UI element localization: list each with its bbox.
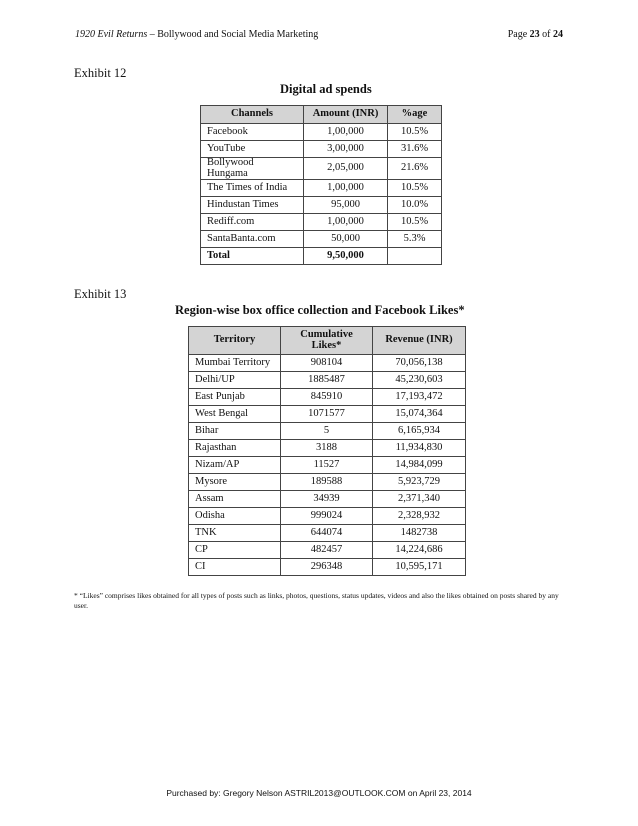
table-row — [201, 141, 442, 158]
table-row — [189, 559, 466, 576]
document-title — [75, 29, 318, 40]
table-row — [189, 389, 466, 406]
table-cell: 10.5% — [388, 124, 442, 141]
table-cell: YouTube — [201, 141, 304, 158]
table-row — [201, 180, 442, 197]
exhibit-13-label: Exhibit 13 — [74, 287, 127, 301]
table-cell: 14,224,686 — [373, 542, 466, 559]
page-number — [508, 29, 563, 40]
page-current: 23 — [529, 29, 540, 40]
table-cell: 95,000 — [304, 197, 388, 214]
table-cell: Hindustan Times — [201, 197, 304, 214]
table-cell: 31.6% — [388, 141, 442, 158]
table-cell: CP — [189, 542, 281, 559]
table-cell: 2,328,932 — [373, 508, 466, 525]
column-header: Territory — [189, 327, 281, 355]
table-cell: Rajasthan — [189, 440, 281, 457]
table-cell: TNK — [189, 525, 281, 542]
table-cell: 14,984,099 — [373, 457, 466, 474]
table-cell: Rediff.com — [201, 214, 304, 231]
table-cell: Mumbai Territory — [189, 355, 281, 372]
table-cell: 296348 — [281, 559, 373, 576]
column-header: %age — [388, 106, 442, 124]
table-cell: 21.6% — [388, 158, 442, 180]
page-total: 24 — [553, 29, 563, 40]
table-row — [189, 542, 466, 559]
table-cell: 10.0% — [388, 197, 442, 214]
table-cell: 1,00,000 — [304, 180, 388, 197]
table-cell: 10.5% — [388, 214, 442, 231]
table-cell: 1071577 — [281, 406, 373, 423]
table-cell: East Punjab — [189, 389, 281, 406]
table-cell: West Bengal — [189, 406, 281, 423]
table-cell: Bihar — [189, 423, 281, 440]
table-row — [201, 197, 442, 214]
table-cell: 845910 — [281, 389, 373, 406]
table-row — [189, 457, 466, 474]
table-cell: 1482738 — [373, 525, 466, 542]
table-cell: 5,923,729 — [373, 474, 466, 491]
page-of: of — [539, 29, 553, 40]
table-row — [201, 124, 442, 141]
table-cell: 70,056,138 — [373, 355, 466, 372]
document-title-italic: 1920 Evil Returns — [75, 29, 148, 40]
table-row — [201, 158, 442, 180]
purchase-notice: Purchased by: Gregory Nelson ASTRIL2013@OUTLOOK.COM on April 23, 2014 — [166, 788, 472, 798]
table-row — [189, 491, 466, 508]
table-cell: 2,371,340 — [373, 491, 466, 508]
column-header: Channels — [201, 106, 304, 124]
exhibit-12-label: Exhibit 12 — [74, 66, 127, 80]
table-cell: 11527 — [281, 457, 373, 474]
total-cell: Total — [201, 248, 304, 265]
column-header: Cumulative Likes* — [281, 327, 373, 355]
table-cell: 10.5% — [388, 180, 442, 197]
table-cell: 189588 — [281, 474, 373, 491]
column-header: Revenue (INR) — [373, 327, 466, 355]
table-cell: SantaBanta.com — [201, 231, 304, 248]
table-row — [201, 214, 442, 231]
table-cell: Mysore — [189, 474, 281, 491]
table-cell: Odisha — [189, 508, 281, 525]
box-office-likes-table — [188, 326, 466, 576]
digital-ad-spends-table — [200, 105, 442, 265]
table-cell: 3,00,000 — [304, 141, 388, 158]
table-cell: 3188 — [281, 440, 373, 457]
table-cell: 999024 — [281, 508, 373, 525]
table-cell: 5.3% — [388, 231, 442, 248]
table-cell: 482457 — [281, 542, 373, 559]
table-row — [201, 231, 442, 248]
table-cell: Assam — [189, 491, 281, 508]
table-cell: Facebook — [201, 124, 304, 141]
table-cell: 1,00,000 — [304, 124, 388, 141]
table-cell: 6,165,934 — [373, 423, 466, 440]
table-cell: 17,193,472 — [373, 389, 466, 406]
page-prefix: Page — [507, 29, 530, 40]
table-row — [189, 372, 466, 389]
table-cell: CI — [189, 559, 281, 576]
table-row — [189, 355, 466, 372]
table-header-row — [189, 327, 466, 355]
table-row — [189, 525, 466, 542]
exhibit-13-caption: Region-wise box office collection and Facebook Likes* — [175, 303, 465, 317]
table-cell: 1885487 — [281, 372, 373, 389]
table-cell: Bollywood Hungama — [201, 158, 304, 180]
table-cell: 45,230,603 — [373, 372, 466, 389]
table-cell: 15,074,364 — [373, 406, 466, 423]
table-cell: 10,595,171 — [373, 559, 466, 576]
table-cell: 11,934,830 — [373, 440, 466, 457]
column-header: Amount (INR) — [304, 106, 388, 124]
document-title-rest: – Bollywood and Social Media Marketing — [147, 29, 319, 40]
table-header-row — [201, 106, 442, 124]
page-header — [75, 29, 563, 43]
table-cell: Delhi/UP — [189, 372, 281, 389]
table-cell: 1,00,000 — [304, 214, 388, 231]
table-row — [189, 508, 466, 525]
table-row — [189, 423, 466, 440]
table-row — [189, 406, 466, 423]
table-cell: The Times of India — [201, 180, 304, 197]
table-cell: 5 — [281, 423, 373, 440]
table-row — [189, 440, 466, 457]
table-cell: 2,05,000 — [304, 158, 388, 180]
table-cell: 644074 — [281, 525, 373, 542]
table-cell: 908104 — [281, 355, 373, 372]
footnote: * “Likes” comprises likes obtained for all types of posts such as links, photos, questions, status updates, videos and also the likes obtained on posts shared by any user. — [74, 591, 559, 610]
exhibit-12-caption: Digital ad spends — [280, 82, 372, 96]
table-cell: Nizam/AP — [189, 457, 281, 474]
total-cell: 9,50,000 — [304, 248, 388, 265]
total-row — [201, 248, 442, 265]
table-cell: 50,000 — [304, 231, 388, 248]
table-cell: 34939 — [281, 491, 373, 508]
total-cell — [388, 248, 442, 265]
table-row — [189, 474, 466, 491]
